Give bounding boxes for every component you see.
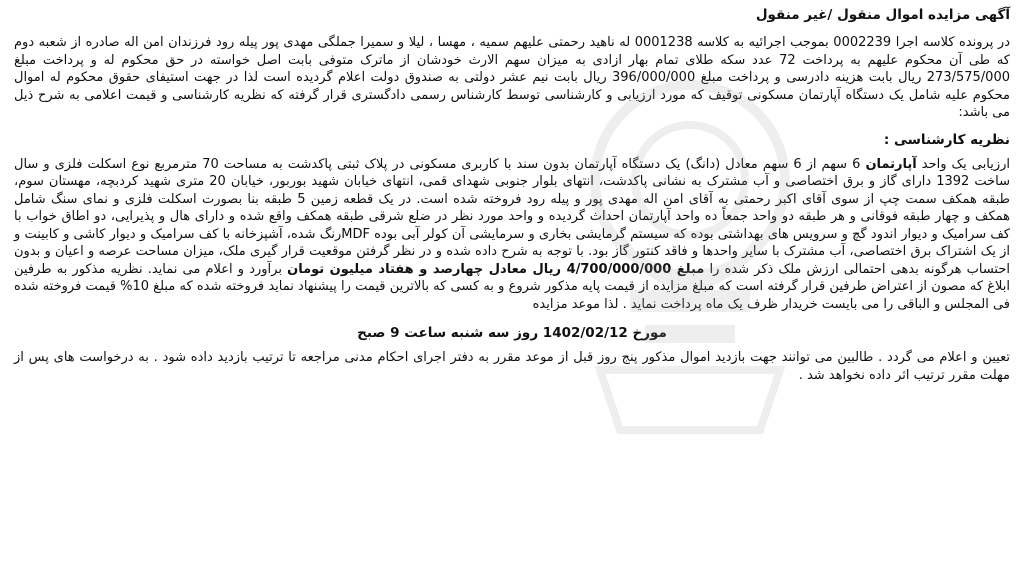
expert-body: 6 سهم از 6 سهم معادل (دانگ) یک دستگاه آپارتمان بدون سند با کاربری مسکونی در پلاک ثبتی پاکدشت به مساحت 70 مترمربع نوع اسکلت فلزی و سال ساخت 1392 دارای گاز و برق اختصاصی و آب مشترک به نشانی پاکدشت، انتهای بلوار جنوبی شهدای قمی، انتهای خیابان شهید بوربور، خیابان 20 متری شهید کردبچه، مهستان سوم، طبقه همکف سمت چپ از سوی آقای اکبر رحمتی به آقای امن اله مهدی پور و پیله رود فروخته شده است. در یک قطعه زمین 5 طبقه بنا بصورت اسکلت فلزی و نمای سنگ شامل همکف و چهار طبقه فوقانی و هر طبقه دو واحد جمعاً ده واحد آپارتمان احداث گردیده و واحد مورد نظر در ضلع شرقی طبقه همکف واقع شده و دارای هال و پذیرایی، دو اطاق خواب با کف سرامیک و دیوار اندود گچ و سرویس های بهداشتی بوده که سیستم گرمایشی بخاری و سرمایشی آن کولر آبی بوده MDFرنگ شده، آشپزخانه با کف سرامیک و دیوار کاشی و کابینت و از یک اشتراک برق اختصاصی، آب مشترک با سایر واحدها و فاقد کنتور گاز بود. با توجه به شرح داده شده و در نظر گرفتن موقعیت قرار گیری ملک، میزان مساحت عرصه و اعیان و بدون احتساب هرگونه بدهی احتمالی ارزش ملک ذکر شده را — [14, 156, 1010, 277]
expert-opinion-heading: نظریه کارشناسی : — [883, 131, 1010, 148]
apartment-bold: آپارتمان — [865, 156, 917, 172]
intro-paragraph: در پرونده کلاسه اجرا 0002239 بموجب اجرائیه به کلاسه 0001238 له ناهید رحمتی علیهم سمیه ، مهسا ، لیلا و سمیرا جملگی مهدی پور پیله رود فرزندان امن اله صادره از شعبه دوم که طی آن محکوم علیهم به پرداخت 72 عدد سکه طلای تمام بهار ازادی به میزان سهم الارث خودشان از ماترک متوفی بابت اصل خواسته در حق محکوم له و پرداخت مبلغ 273/575/000 ریال بابت هزینه دادرسی و پرداخت مبلغ 396/000/000 ریال بابت نیم عشر دولتی به صندوق دولت اعلام گردیده است لذا در جهت استیفای حقوق محکوم له اموال محکوم علیه شامل یک دستگاه آپارتمان مسکونی توقیف که مورد ارزیابی و کارشناسی توسط کارشناس رسمی دادگستری قرار گرفته که نظریه کارشناسی و قیمت اعلامی به شرح ذیل می باشد: — [14, 35, 1010, 120]
notice-title: آگهی مزایده اموال منقول /غیر منقول — [755, 7, 1010, 23]
expert-opinion-paragraph — [14, 156, 1010, 314]
closing-paragraph: تعیین و اعلام می گردد . طالبین می توانند جهت بازدید اموال مذکور پنج روز قبل از موعد مقرر به دفتر اجرای احکام مدنی مراجعه تا ترتیب بازدید داده شود . به درخواست های پس از مهلت مقرر ترتیب اثر داده نخواهد شد . — [14, 350, 1010, 383]
price-bold: مبلغ 4/700/000/000 ریال معادل چهارصد و هفتاد میلیون تومان — [287, 261, 705, 277]
expert-prefix: ارزیابی یک واحد — [916, 156, 1011, 172]
auction-date: مورخ 1402/02/12 روز سه شنبه ساعت 9 صبح — [357, 325, 667, 341]
expert-suffix: برآورد و اعلام می نماید. نظریه مذکور به طرفین ابلاغ که مصون از اعتراض طرفین قرار گرفته است که مبلغ مزایده از قیمت پایه مذکور شروع و به کسی که بالاترین قیمت را پیشنهاد نماید فروخته شده که مبلغ 10% قیمت فروخته شده فی المجلس و الباقی را می بایست خریدار ظرف یک ماه پرداخت نماید . لذا موعد مزایده — [14, 261, 1010, 312]
